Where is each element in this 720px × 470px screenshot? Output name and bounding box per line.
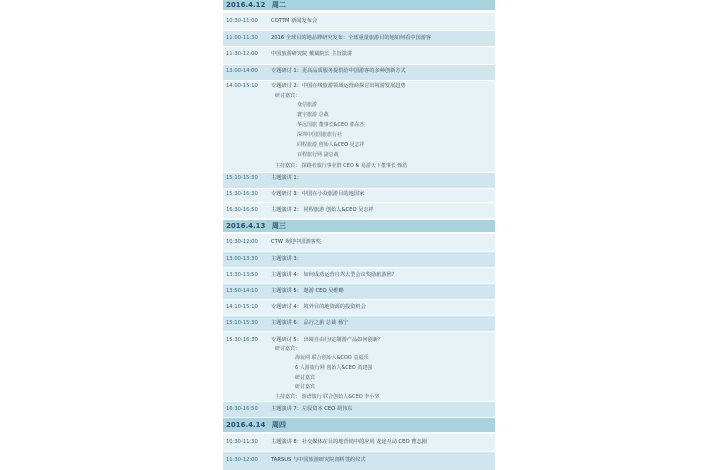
session-title: COTTM 新闻发布会 [271,18,318,24]
day-date: 2016.4.12 [226,1,266,9]
session-row [223,172,495,188]
session-time: 13:00-13:30 [226,256,258,262]
panelist: 寰宇旅游 总裁 [297,112,329,118]
session-time: 13:30-13:50 [226,272,258,278]
panelist: 众信旅游 [297,102,318,108]
day-header [223,220,495,232]
session-time: 16:30-16:50 [226,207,258,213]
day-weekday: 周三 [271,222,286,230]
session-title: 主题演讲 5： 遨游 CEO 吴维略 [271,288,344,294]
session-title: 主题演讲 2： 同程旅游 创始人&CEO 吴志祥 [271,207,374,213]
panel-label: 研讨嘉宾： [275,346,301,352]
panelist: 研讨嘉宾 [295,384,316,390]
day-weekday: 周四 [271,421,286,429]
session-row [223,251,495,267]
session-time: 15:10-15:30 [226,175,258,181]
session-time: 10:30-12:00 [226,239,258,245]
session-title: 中国旅游研究院 戴斌院长 主旨演讲 [271,51,353,57]
session-title: 专题研讨 3：中国在小众旅游目的地国家 [271,191,365,197]
session-title: 专题研讨 2：中国在线旅游领域运营商探讨出境游发展趋势 [271,83,406,89]
day-header [223,0,495,10]
day-date: 2016.4.13 [226,222,266,230]
session-time: 15:30-16:30 [226,337,258,343]
session-title: 主题演讲 1： [271,175,302,181]
panel-host: 主持嘉宾： 探路者旅行事业群 CEO & 易游天下董事长 甄浩 [275,163,408,169]
session-row [223,233,495,251]
panelist: 百程旅行网 副总裁 [297,152,339,158]
panelist: 华远国旅 董事长&CEO 郭东杰 [297,122,365,128]
session-row [223,30,495,46]
session-row [223,188,495,202]
session-title: 主题演讲 3： [271,256,302,262]
panelist: 同程旅游 创始人&CEO 吴志祥 [297,142,365,148]
session-row [223,283,495,299]
session-title: 专题研讨 1：更高品质服务提供给中国游客的多种创新方式 [271,68,406,74]
panel-host: 主持嘉宾： 游谱旅行 联合创始人&CEO 李小坚 [275,394,380,400]
session-time: 10:30-11:00 [226,18,258,24]
session-time: 14:10-15:10 [226,304,258,310]
session-row [223,267,495,283]
session-row [223,202,495,218]
session-time: 13:00-14:00 [226,68,258,74]
session-title: 主题演讲 4： 如何成功运营自驾大型会议奖励旅游团？ [271,272,397,278]
session-time: 11:00-11:30 [226,35,258,41]
day-weekday: 周二 [271,1,286,9]
panel-label: 研讨嘉宾： [275,93,301,99]
session-title: 专题研讨 4： 境外目的地资源的投资机会 [271,304,366,310]
session-time: 16:30-16:50 [226,406,258,412]
session-row [223,46,495,64]
session-row [223,64,495,80]
panelist: 研讨嘉宾 [295,375,316,381]
session-time: 14:00-15:10 [226,83,258,89]
session-row [223,12,495,30]
panelist: 6 人游旅行网 创始人&CEO 贾建强 [295,365,373,371]
day-header [223,418,495,432]
panelist: 深圳中国国旅旅行社 [297,132,343,138]
session-title: 主题演讲 8：社交媒体在目的地营销中的应用 龙途互动 CEO 曹志刚 [271,439,427,445]
session-row [223,299,495,315]
session-row [223,315,495,331]
session-time: 10:30-11:30 [226,439,258,445]
day-date: 2016.4.14 [226,421,266,429]
session-time: 11:30-12:00 [226,457,258,463]
session-title: 2016 全球目的地品牌研究发布：全球重量旅游目的地如何看中国游客 [271,35,432,41]
session-time: 15:30-16:30 [226,191,258,197]
session-time: 15:10-15:30 [226,320,258,326]
session-title: TARSUS 与中国旅游研究院剖析签约仪式 [271,457,366,463]
session-time: 11:30-12:00 [226,51,258,57]
session-row [223,433,495,451]
session-title: 主题演讲 6： 品行之旅 总裁 杨宁 [271,320,349,326]
session-row [223,401,495,417]
session-title: CTW 欢迎中国游客奖 [271,239,321,245]
session-time: 13:50-14:10 [226,288,258,294]
session-row-panel [223,331,495,401]
session-row [223,451,495,470]
schedule [223,0,495,470]
session-title: 主题演讲 7：左驭资本 CEO 胡伟东 [271,406,353,412]
session-title: 专题研讨 5： 出境自由行/定制游产品如何创新？ [271,337,384,343]
session-row-panel [223,80,495,172]
panelist: 海玩网 联合创始人&COO 袁福乐 [295,355,369,361]
